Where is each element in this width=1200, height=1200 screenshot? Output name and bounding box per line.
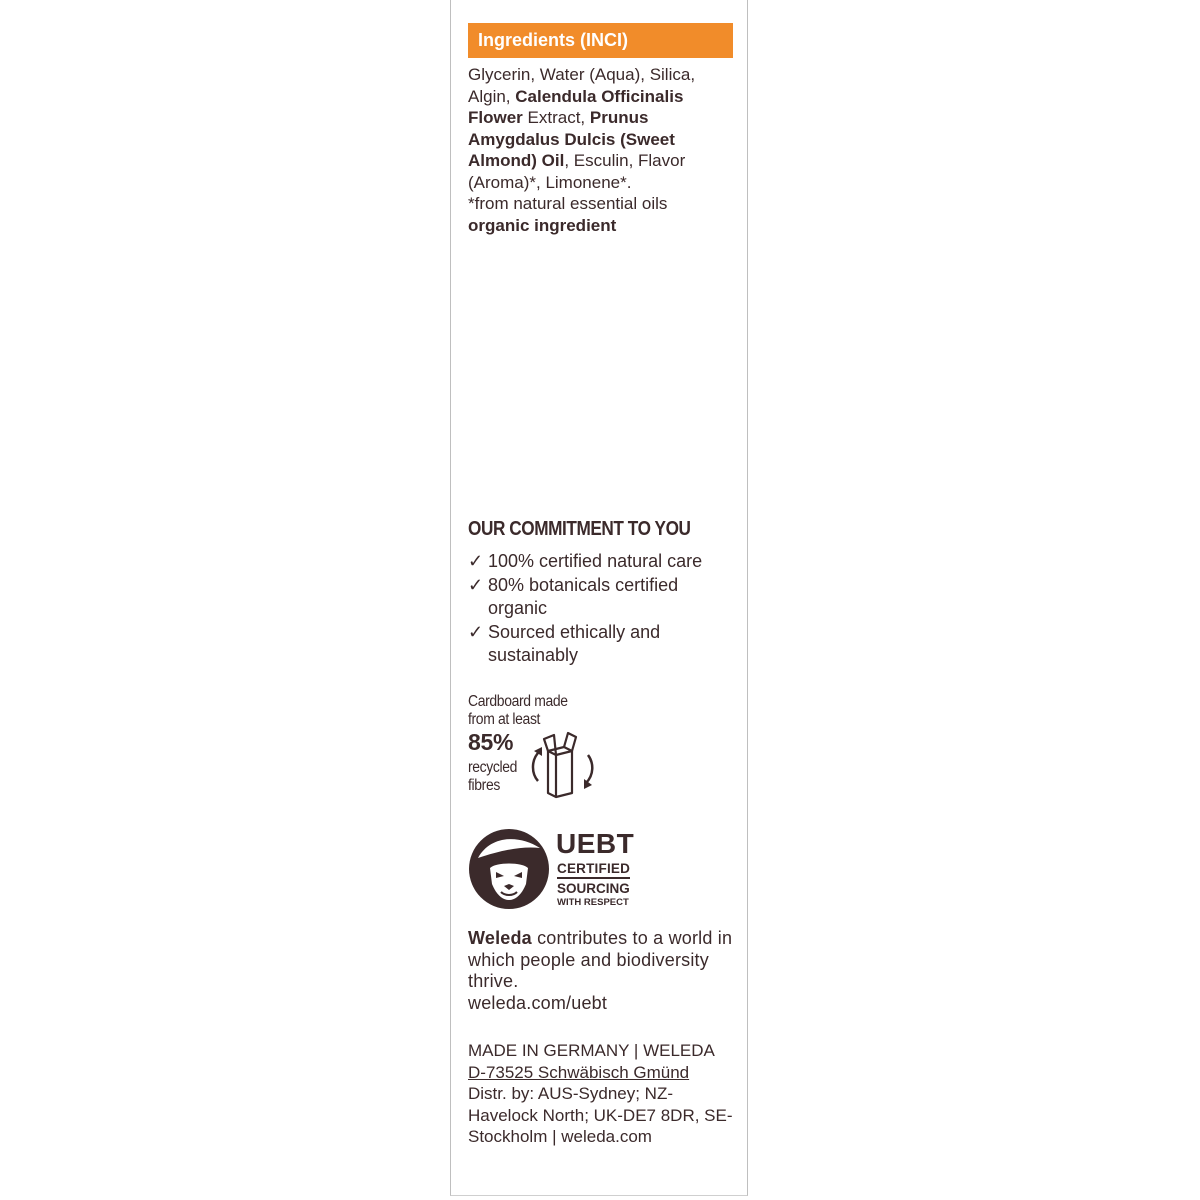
recycle-line-4: fibres: [468, 777, 500, 794]
check-icon: ✓: [468, 574, 484, 595]
uebt-lion-leaf-logo: [468, 828, 550, 910]
manufacturer-info: [468, 1040, 738, 1148]
recycled-box-icon: [528, 729, 600, 799]
ingredients-footnote: *from natural essential oils: [468, 194, 668, 213]
address-line: D-73525 Schwäbisch Gmünd: [468, 1062, 690, 1082]
commitment-item-label: 100% certified natural care: [488, 551, 703, 571]
recycle-line-2: from at least: [468, 711, 541, 728]
commitment-item: [468, 574, 738, 621]
check-icon: ✓: [468, 551, 484, 571]
ingredients-list: [468, 64, 738, 236]
ingredients-text-1: Glycerin, Water (Aqua), Silica, Algin,: [468, 65, 696, 106]
brand-name: Weleda: [468, 928, 532, 948]
ingredients-organic-1: Calendula Officinalis Flower: [468, 86, 684, 127]
distributor-line: Distr. by: AUS-Sydney; NZ-Havelock North; UK-DE7 8DR, SE-Stockholm | weleda.com: [468, 1084, 733, 1146]
uebt-line-3: WITH RESPECT: [557, 897, 629, 908]
recycled-cardboard-badge: [468, 693, 628, 803]
commitment-item: [468, 550, 738, 574]
contribution-text: contributes to a world in which people and biodiversity thrive.: [468, 928, 733, 991]
ingredients-text-3: , Esculin, Flavor (Aroma)*, Limonene*.: [468, 151, 686, 192]
uebt-certification: [468, 828, 738, 913]
commitment-item-label: Sourced ethically and sustainably: [488, 621, 661, 665]
uebt-url: weleda.com/uebt: [468, 992, 608, 1013]
ingredients-organic-2: Prunus Amygdalus Dulcis (Sweet Almond) Oil: [468, 108, 675, 170]
ingredients-text-2: Extract,: [522, 108, 590, 127]
uebt-line-1: CERTIFIED: [557, 861, 630, 879]
recycle-line-3: recycled: [468, 759, 518, 776]
uebt-name: UEBT: [556, 828, 635, 859]
commitment-list: [468, 550, 738, 668]
recycle-percent: 85%: [468, 729, 514, 755]
commitment-item: [468, 621, 738, 668]
contribution-statement: [468, 928, 738, 1014]
ingredients-organic-note: organic ingredient: [468, 215, 617, 235]
commitment-item-label: 80% botanicals certified organic: [488, 574, 679, 618]
recycle-line-1: Cardboard made: [468, 693, 568, 710]
ingredients-header: Ingredients (INCI): [468, 23, 733, 58]
uebt-line-2: SOURCING: [557, 881, 630, 896]
check-icon: ✓: [468, 621, 484, 642]
made-in-line: MADE IN GERMANY | WELEDA: [468, 1041, 715, 1060]
packaging-side-panel: [450, 0, 748, 1196]
commitment-title: OUR COMMITMENT TO YOU: [468, 518, 691, 540]
